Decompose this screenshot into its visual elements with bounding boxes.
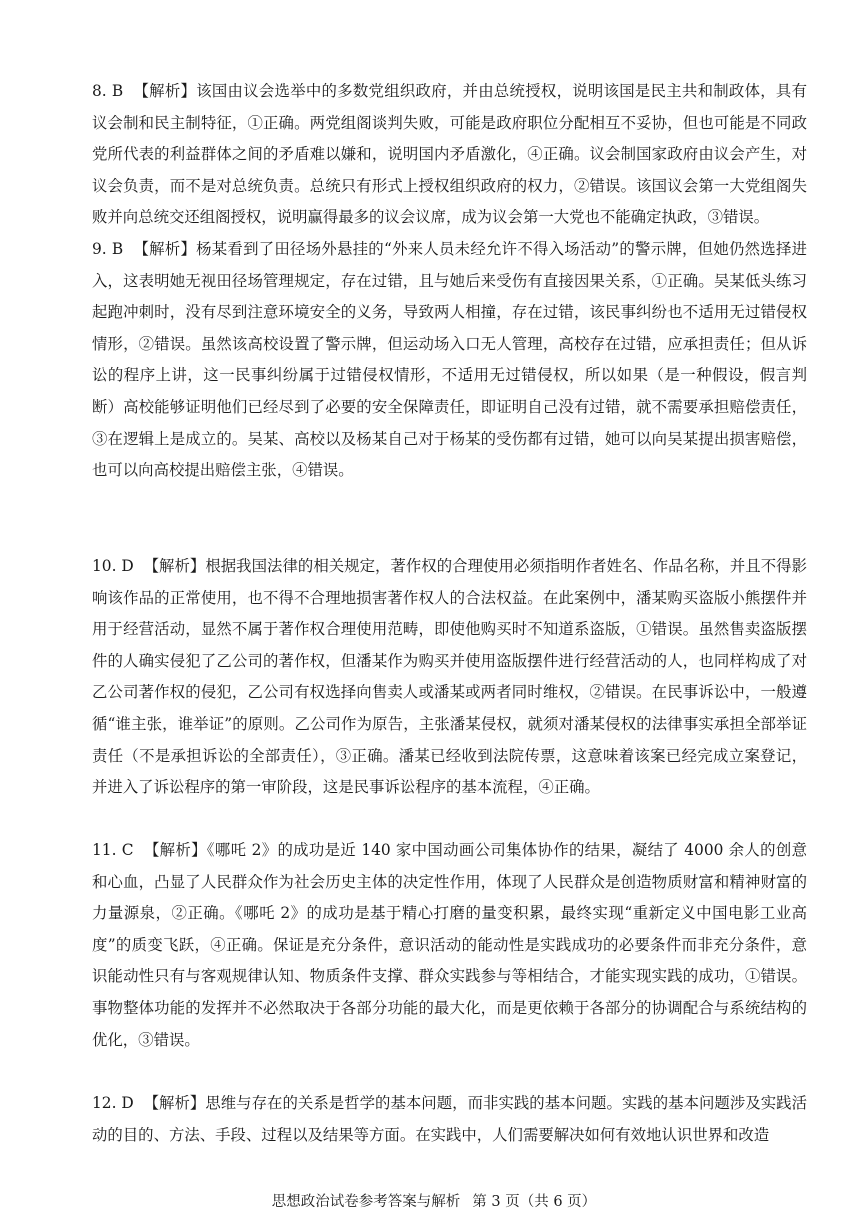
footer-page-number: 第 3 页（共 6 页）: [472, 1194, 597, 1210]
answer-number: 12. D: [92, 1094, 134, 1112]
answer-item-11: [92, 835, 807, 1056]
answer-explanation: 【解析】该国由议会选举中的多数党组织政府，并由总统授权，说明该国是民主共和制政体，具有议会制和民主制特征，①正确。两党组阁谈判失败，可能是政府职位分配相互不妥协，但也可能是不同政党所代表的利益群体之间的矛盾难以嫌和，说明国内矛盾激化，④正确。议会制国家政府由议会产生，对议会负责，而不是对总统负责。总统只有形式上授权组织政府的权力，②错误。该国议会第一大党组阁失败并向总统交还组阁授权，说明赢得最多的议会议席，成为议会第一大党也不能确定执政，③错误。: [92, 82, 807, 227]
footer-title: 思想政治试卷参考答案与解析: [271, 1194, 461, 1210]
page-footer: [0, 1192, 868, 1212]
answer-explanation: 【解析】《哪吒 2》的成功是近 140 家中国动画公司集体协作的结果，凝结了 4000 余人的创意和心血，凸显了人民群众作为社会历史主体的决定性作用，体现了人民群众是创造物质财富和精神财富的力量源泉，②正确。《哪吒 2》的成功是基于精心打磨的量变积累，最终实现“重新定义中国电影工业高度”的质变飞跃，④正确。保证是充分条件，意识活动的能动性是实践成功的必要条件而非充分条件，意识能动性只有与客观规律认知、物质条件支撑、群众实践参与等相结合，才能实现实践的成功，①错误。事物整体功能的发挥并不必然取决于各部分功能的最大化，而是更依赖于各部分的协调配合与系统结构的优化，③错误。: [92, 841, 807, 1049]
answer-number: 11. C: [92, 841, 134, 859]
answer-item-8: [92, 76, 807, 234]
answer-explanation: 【解析】根据我国法律的相关规定，著作权的合理使用必须指明作者姓名、作品名称，并且不得影响该作品的正常使用，也不得不合理地损害著作权人的合法权益。在此案例中，潘某购买盗版小熊摆件并用于经营活动，显然不属于著作权合理使用范畴，即使他购买时不知道系盗版，①错误。虽然售卖盗版摆件的人确实侵犯了乙公司的著作权，但潘某作为购买并使用盗版摆件进行经营活动的人，也同样构成了对乙公司著作权的侵犯，乙公司有权选择向售卖人或潘某或两者同时维权，②错误。在民事诉讼中，一般遵循“谁主张，谁举证”的原则。乙公司作为原告，主张潘某侵权，就须对潘某侵权的法律事实承担全部举证责任（不是承担诉讼的全部责任），③正确。潘某已经收到法院传票，这意味着该案已经完成立案登记，并进入了诉讼程序的第一审阶段，这是民事诉讼程序的基本流程，④正确。: [92, 557, 807, 797]
answer-item-9: [92, 234, 807, 487]
answer-item-12: [92, 1088, 807, 1151]
answer-number: 10. D: [92, 557, 134, 575]
answer-item-10: [92, 551, 807, 804]
answer-number: 8. B: [92, 82, 124, 100]
answer-number: 9. B: [92, 240, 124, 258]
answer-explanation: 【解析】思维与存在的关系是哲学的基本问题，而非实践的基本问题。实践的基本问题涉及实践活动的目的、方法、手段、过程以及结果等方面。在实践中，人们需要解决如何有效地认识世界和改造: [92, 1094, 807, 1144]
answer-explanation: 【解析】杨某看到了田径场外悬挂的“外来人员未经允许不得入场活动”的警示牌，但她仍然选择进入，这表明她无视田径场管理规定，存在过错，且与她后来受伤有直接因果关系，①正确。吴某低头练习起跑冲刺时，没有尽到注意环境安全的义务，导致两人相撞，存在过错，该民事纠纷也不适用无过错侵权情形，②错误。虽然该高校设置了警示牌，但运动场入口无人管理，高校存在过错，应承担责任；但从诉讼的程序上讲，这一民事纠纷属于过错侵权情形，不适用无过错侵权，所以如果（是一种假设，假言判断）高校能够证明他们已经尽到了必要的安全保障责任，即证明自己没有过错，就不需要承担赔偿责任，③在逻辑上是成立的。吴某、高校以及杨某自己对于杨某的受伤都有过错，她可以向吴某提出损害赔偿，也可以向高校提出赔偿主张，④错误。: [92, 240, 807, 480]
